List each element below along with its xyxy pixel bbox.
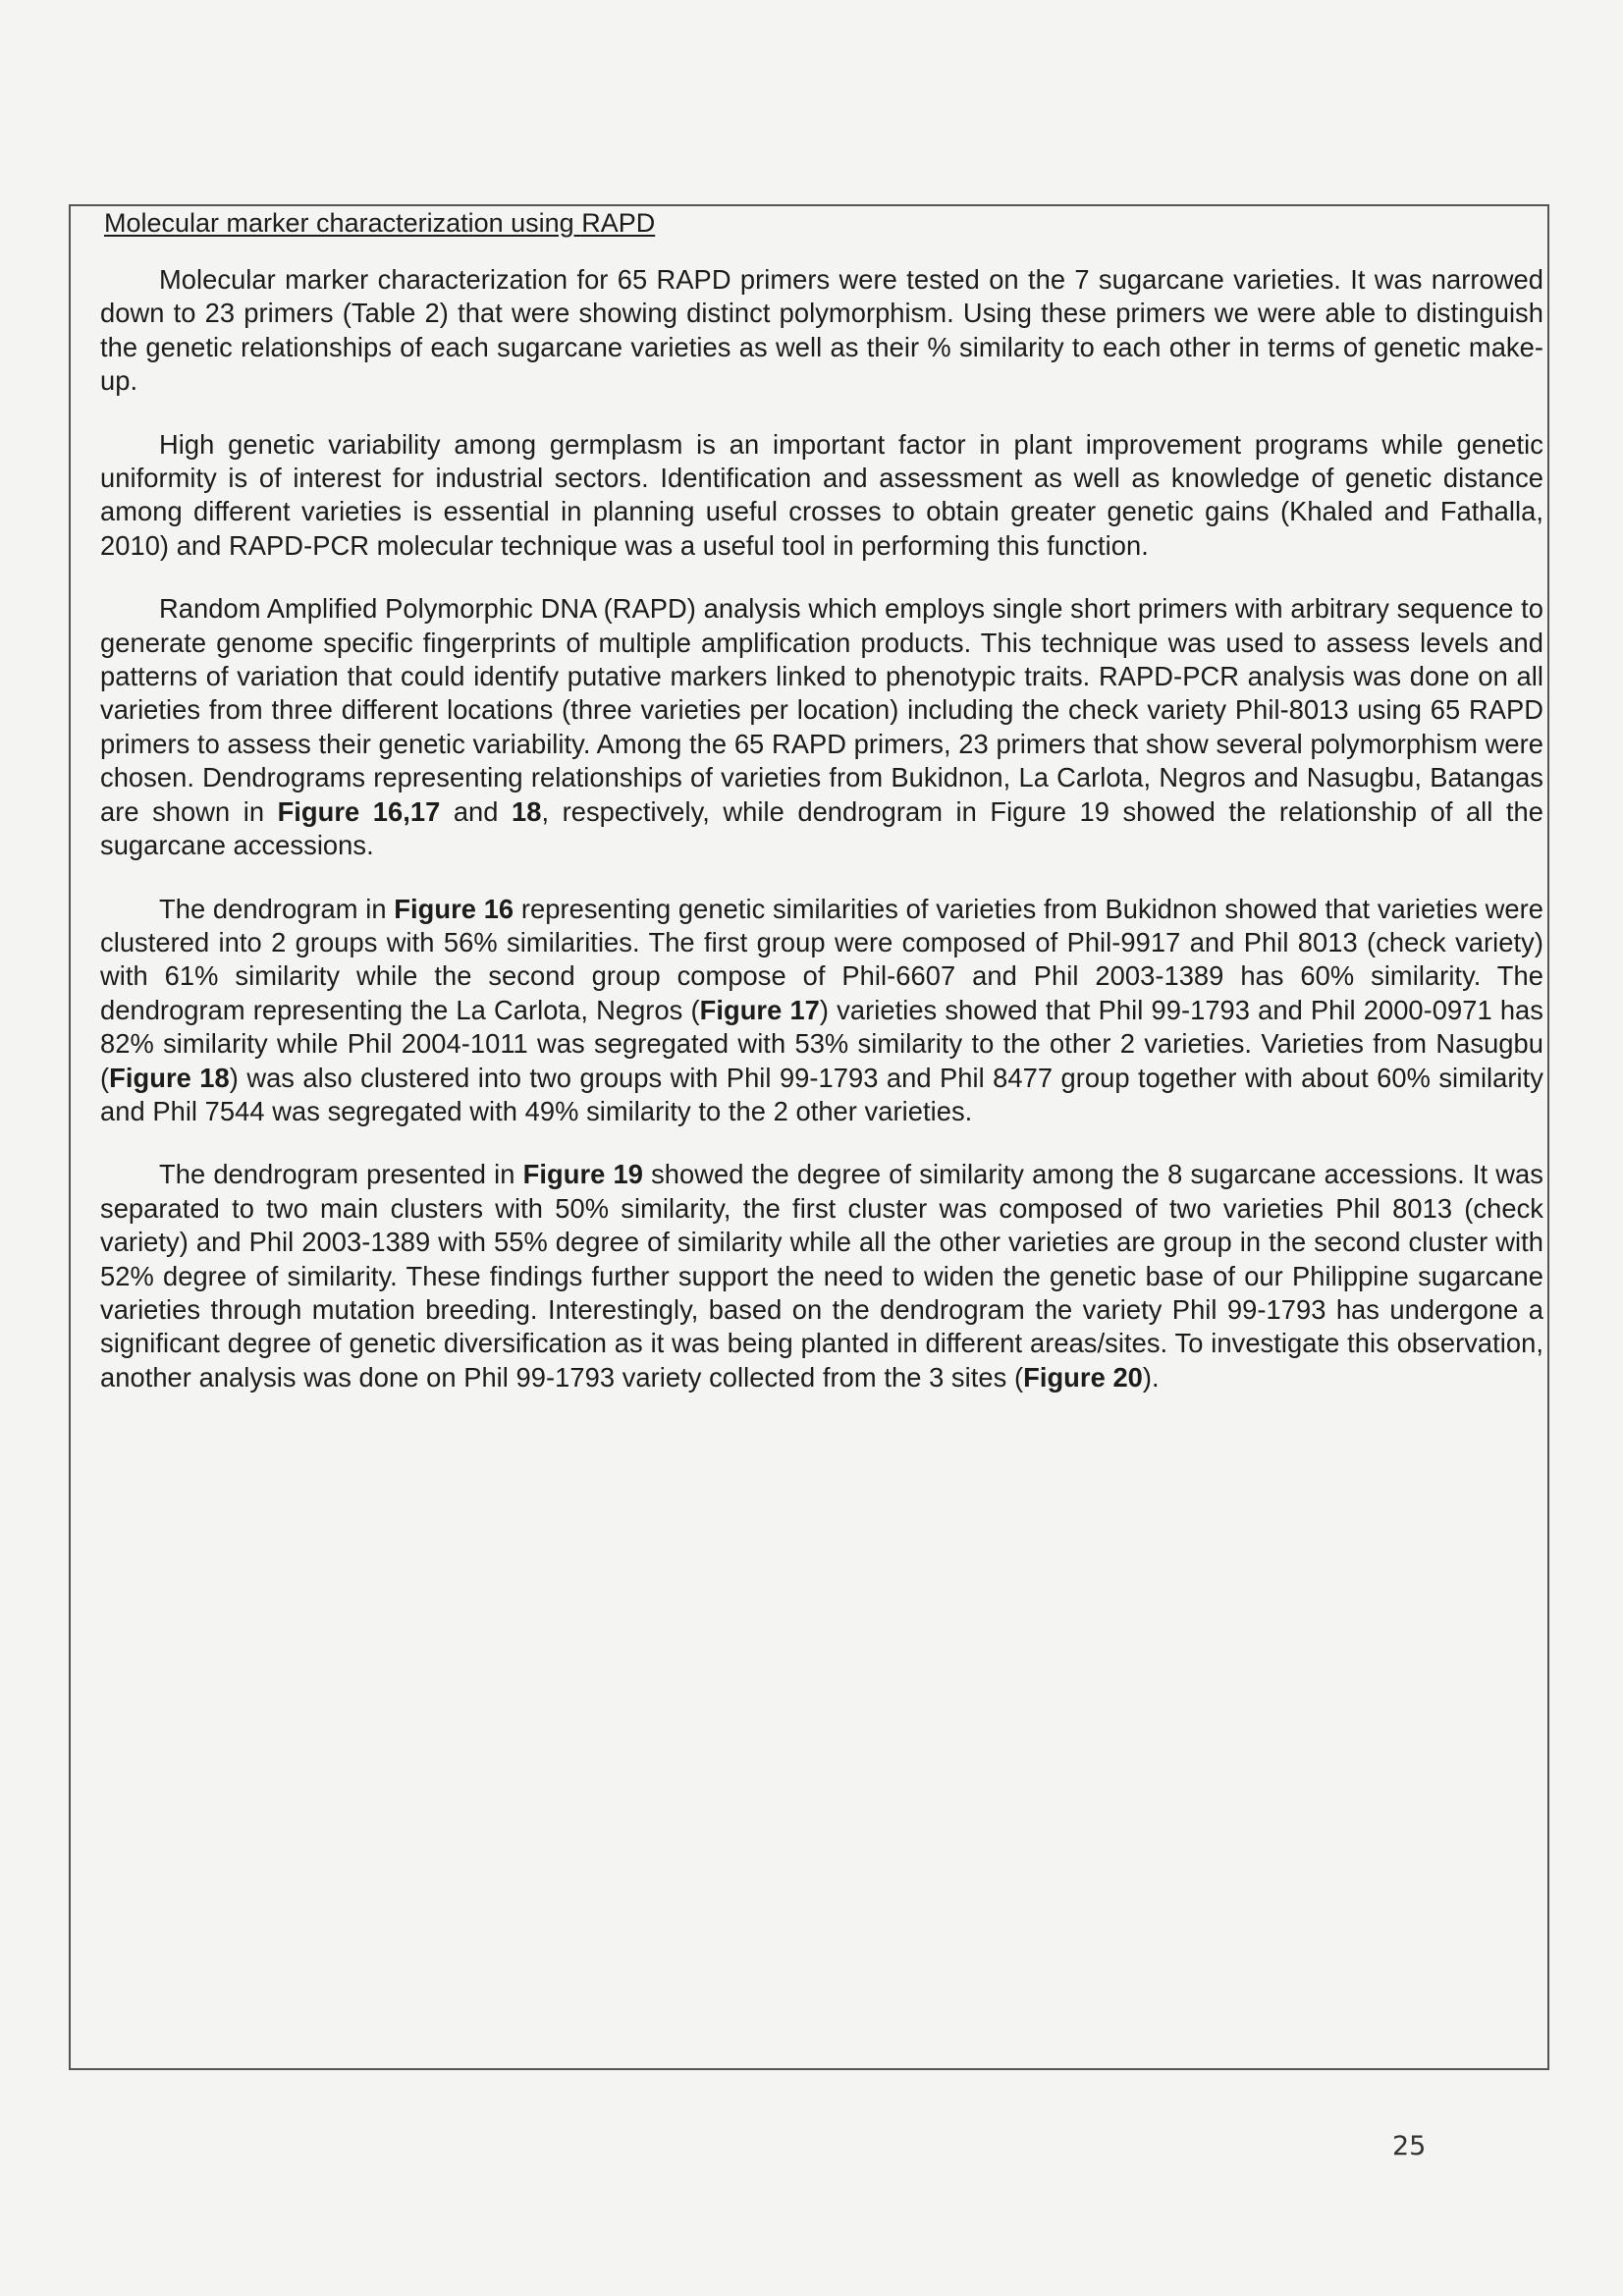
- figure-reference: 18: [512, 795, 542, 827]
- text-segment: The dendrogram in: [159, 893, 395, 924]
- text-segment: ).: [1142, 1361, 1160, 1393]
- text-segment: representing genetic similarities of varieties from Bukidnon showed that varieties were clustered into 2 groups with 56% similarities. The first group were composed of Phil-9917 and Phil 8013 (check variety) with 61% similarity while the second group compose of Phil-6607 and Phil 2003-1389 has 60% similarity. The dendrogram representing the La Carlota, Negros (: [100, 893, 1544, 1025]
- figure-reference: Figure 16,17: [277, 795, 441, 827]
- paragraph: [100, 263, 1543, 399]
- text-segment: ) varieties showed that Phil 99-1793 and Phil 2000-0971 has 82% similarity while Phil 2004-1011 was segregated with 53% similarity to the other 2 varieties. Varieties from Nasugbu (: [100, 994, 1543, 1093]
- figure-reference: Figure 20: [1023, 1361, 1143, 1393]
- text-segment: High genetic variability among germplasm is an important factor in plant improvement programs while genetic uniformity is of interest for industrial sectors. Identification and assessment as well as knowledge of genetic distance among different varieties is essential in planning useful crosses to obtain greater genetic gains (Khaled and Fathalla, 2010) and RAPD-PCR molecular technique was a useful tool in performing this function.: [100, 428, 1543, 561]
- section-title: Molecular marker characterization using RAPD: [104, 208, 656, 238]
- text-segment: Molecular marker characterization for 65 RAPD primers were tested on the 7 sugarcane varieties. It was narrowed down to 23 primers (Table 2) that were showing distinct polymorphism. Using these primers we were able to distinguish the genetic relationships of each sugarcane varieties as well as their % similarity to each other in terms of genetic make-up.: [100, 264, 1543, 397]
- body-text: [100, 263, 1543, 1424]
- paragraph: [100, 428, 1543, 564]
- text-segment: showed the degree of similarity among the 8 sugarcane accessions. It was separated to two main clusters with 50% similarity, the first cluster was composed of two varieties Phil 8013 (check variety) and Phil 2003-1389 with 55% degree of similarity while all the other varieties are group in the second cluster with 52% degree of similarity. These findings further support the need to widen the genetic base of our Philippine sugarcane varieties through mutation breeding. Interestingly, based on the dendrogram the variety Phil 99-1793 has undergone a significant degree of genetic diversification as it was being planted in different areas/sites. To investigate this observation, another analysis was done on Phil 99-1793 variety collected from the 3 sites (: [100, 1159, 1543, 1393]
- figure-reference: Figure 16: [394, 893, 514, 924]
- text-segment: Random Amplified Polymorphic DNA (RAPD) analysis which employs single short primers with arbitrary sequence to generate genome specific fingerprints of multiple amplification products. This technique was used to assess levels and patterns of variation that could identify putative markers linked to phenotypic traits. RAPD-PCR analysis was done on all varieties from three different locations (three varieties per location) including the check variety Phil-8013 using 65 RAPD primers to assess their genetic variability. Among the 65 RAPD primers, 23 primers that show several polymorphism were chosen. Dendrograms representing relationships of varieties from Bukidnon, La Carlota, Negros and Nasugbu, Batangas are shown in: [100, 593, 1543, 827]
- text-segment: ) was also clustered into two groups with Phil 99-1793 and Phil 8477 group together with about 60% similarity and Phil 7544 was segregated with 49% similarity to the 2 other varieties.: [100, 1062, 1543, 1126]
- figure-reference: Figure 18: [109, 1062, 230, 1093]
- text-segment: The dendrogram presented in: [159, 1159, 523, 1190]
- figure-reference: Figure 17: [699, 994, 820, 1025]
- text-segment: , respectively, while dendrogram in Figure 19 showed the relationship of all the sugarcane accessions.: [100, 795, 1543, 861]
- paragraph: [100, 1158, 1543, 1394]
- text-segment: and: [440, 795, 512, 827]
- content-frame: [69, 204, 1549, 2070]
- page-number: 25: [1392, 2131, 1427, 2161]
- figure-reference: Figure 19: [522, 1159, 643, 1190]
- paragraph: [100, 893, 1543, 1129]
- paragraph: [100, 592, 1543, 862]
